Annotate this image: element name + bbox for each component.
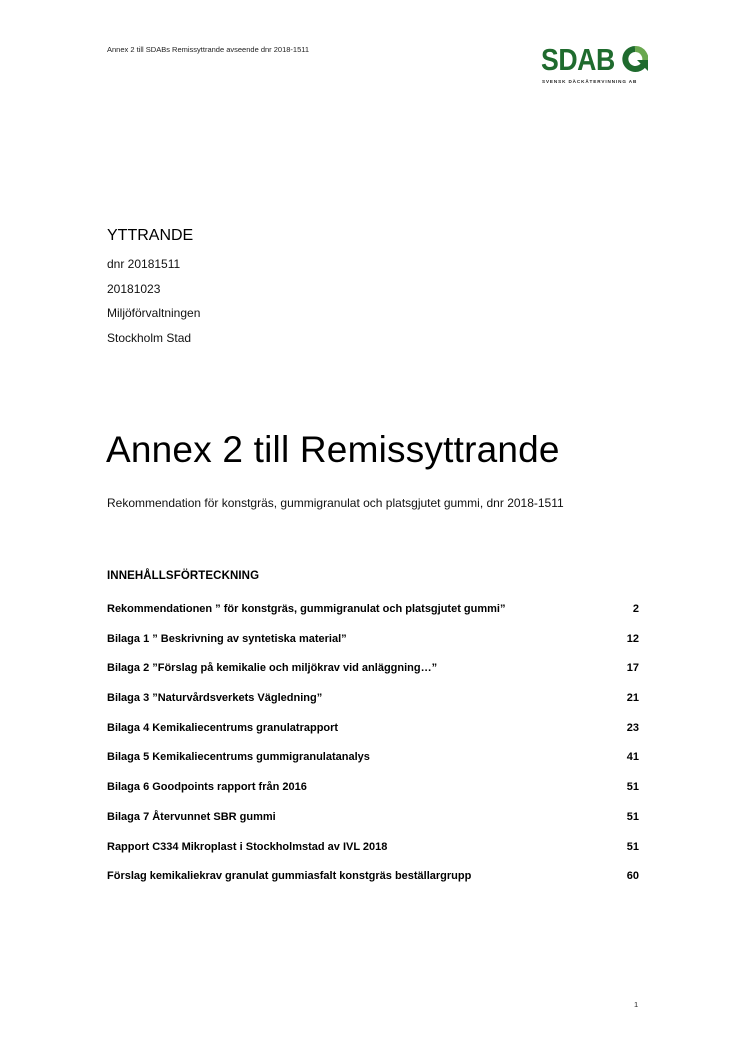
toc-entry-page: 51 xyxy=(626,810,639,823)
toc-entry-label: Bilaga 5 Kemikaliecentrums gummigranulatanalys xyxy=(107,751,370,764)
toc-entry-label: Förslag kemikaliekrav granulat gummiasfalt konstgräs beställargrupp xyxy=(107,870,472,883)
header-note: Annex 2 till SDABs Remissyttrande avseende dnr 2018-1511 xyxy=(107,45,310,54)
toc-entry-page: 2 xyxy=(632,603,639,615)
toc-entry[interactable] xyxy=(107,870,639,900)
toc-entry[interactable] xyxy=(107,781,639,811)
toc-entry[interactable] xyxy=(107,811,639,841)
toc-entry-page: 21 xyxy=(626,692,639,705)
toc-entry-page: 51 xyxy=(626,781,639,794)
toc-entry-label: Bilaga 3 ”Naturvårdsverkets Vägledning” xyxy=(107,692,323,705)
toc-heading: INNEHÅLLSFÖRTECKNING xyxy=(107,570,260,582)
logo-subtitle: SVENSK DÄCKÅTERVINNING AB xyxy=(542,79,638,84)
toc-entry-label: Bilaga 4 Kemikaliecentrums granulatrapport xyxy=(107,721,339,734)
toc-entry-page: 12 xyxy=(626,632,639,645)
yttrande-city: Stockholm Stad xyxy=(107,330,192,345)
toc-entry-label: Bilaga 1 ” Beskrivning av syntetiska material” xyxy=(107,632,347,645)
page-number: 1 xyxy=(634,1000,639,1009)
toc-entry-page: 23 xyxy=(626,721,639,734)
toc-entry-page: 51 xyxy=(626,840,639,853)
toc-entry-label: Bilaga 7 Återvunnet SBR gummi xyxy=(107,810,276,823)
toc-entry-page: 41 xyxy=(626,751,639,764)
toc-entry[interactable] xyxy=(107,603,639,633)
toc-entry[interactable] xyxy=(107,841,639,871)
toc-entry-label: Bilaga 2 ”Förslag på kemikalie och miljökrav vid anläggning…” xyxy=(107,662,438,675)
toc-entry-page: 60 xyxy=(626,870,639,883)
yttrande-date: 20181023 xyxy=(107,281,161,296)
document-subtitle: Rekommendation för konstgräs, gummigranulat och platsgjutet gummi, dnr 2018-1511 xyxy=(107,496,564,510)
yttrande-title: YTTRANDE xyxy=(107,227,194,244)
toc-entry[interactable] xyxy=(107,751,639,781)
document-title: Annex 2 till Remissyttrande xyxy=(106,429,560,470)
recycle-q-icon xyxy=(622,46,648,74)
logo-wordmark: SDAB xyxy=(541,42,615,77)
toc-entry-label: Rekommendationen ” för konstgräs, gummigranulat och platsgjutet gummi” xyxy=(107,603,506,615)
toc-entry-label: Rapport C334 Mikroplast i Stockholmstad av IVL 2018 xyxy=(107,840,388,853)
toc-entry-label: Bilaga 6 Goodpoints rapport från 2016 xyxy=(107,781,307,794)
toc-entry-page: 17 xyxy=(626,662,639,675)
yttrande-block xyxy=(107,226,200,350)
toc-entry[interactable] xyxy=(107,633,639,663)
sdab-logo xyxy=(540,42,652,90)
table-of-contents xyxy=(107,570,639,900)
yttrande-dnr: dnr 20181511 xyxy=(107,257,181,271)
toc-entry[interactable] xyxy=(107,662,639,692)
toc-entry[interactable] xyxy=(107,692,639,722)
toc-entry[interactable] xyxy=(107,722,639,752)
yttrande-authority: Miljöförvaltningen xyxy=(107,306,201,320)
